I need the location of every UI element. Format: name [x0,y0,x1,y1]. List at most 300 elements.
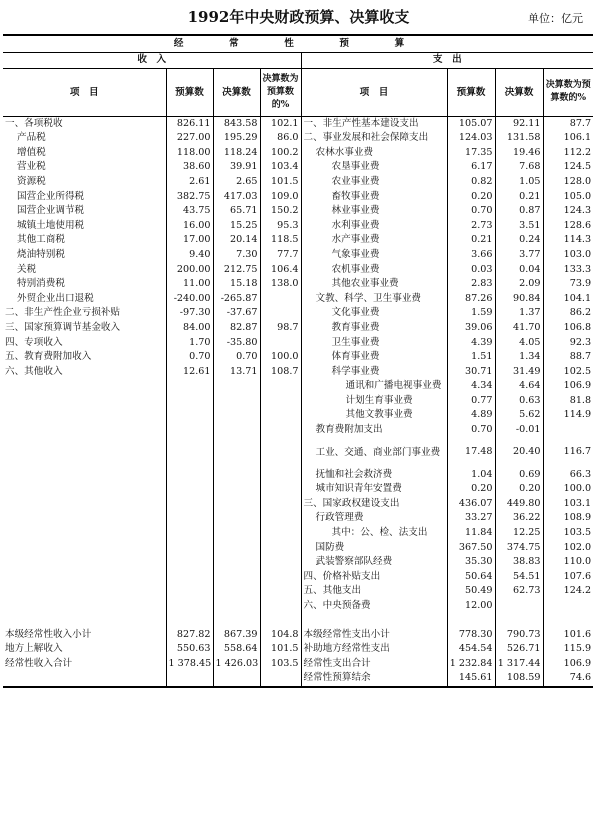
col-budget-expense: 预算数 [447,68,495,116]
total-ex-b-cell: 145.61 [447,671,495,687]
expense-item-name: 一、非生产性基本建设支出 [301,116,447,131]
spacer-cell [213,614,260,628]
expense-ratio-cell: 128.0 [543,175,593,190]
table-row [3,408,593,423]
income-item-name: 四、专项收入 [5,336,63,348]
expense-item-name: 农机事业费 [301,263,447,278]
income-actual-cell: 417.03 [213,190,260,205]
expense-budget-cell: 0.20 [447,190,495,205]
expense-item-name: 国防费 [301,541,447,556]
expense-ratio-cell: 103.5 [543,526,593,541]
table-row [3,438,593,468]
spacer-row [3,614,593,628]
expense-budget-cell: 124.03 [447,131,495,146]
col-ratio-income: 决算数为预算数的% [260,68,301,116]
income-empty-cell [213,570,260,585]
expense-item-name: 农林水事业费 [301,146,447,161]
table-row [3,306,593,321]
expense-budget-cell: 4.39 [447,336,495,351]
expense-budget-cell: 30.71 [447,365,495,380]
table-row [3,175,593,190]
expense-ratio-cell: 124.3 [543,204,593,219]
income-empty-cell [213,541,260,556]
expense-budget-cell: 33.27 [447,511,495,526]
expense-budget-cell: 1.59 [447,306,495,321]
income-empty-cell [166,526,213,541]
income-actual-cell: 843.58 [213,116,260,131]
spacer-cell [447,614,495,628]
income-ratio-cell: 138.0 [260,277,301,292]
expense-budget-cell: 35.30 [447,555,495,570]
total-in-b-cell [166,671,213,687]
expense-budget-cell: 0.70 [447,204,495,219]
spacer-cell [495,614,543,628]
income-empty-cell [3,555,166,570]
income-budget-cell: 1.70 [166,336,213,351]
spacer-cell [3,614,166,628]
total-ex-a-cell: 526.71 [495,642,543,657]
expense-ratio-cell: 102.5 [543,365,593,380]
income-ratio-cell: 106.4 [260,263,301,278]
income-ratio-cell: 77.7 [260,248,301,263]
expense-item-name: 城市知识青年安置费 [301,482,447,497]
expense-ratio-cell: 106.8 [543,321,593,336]
expense-actual-cell: 0.63 [495,394,543,409]
income-budget-cell: 200.00 [166,263,213,278]
expense-budget-cell: 2.73 [447,219,495,234]
income-empty-cell [213,497,260,512]
income-budget-cell: 43.75 [166,204,213,219]
expense-budget-cell: 17.35 [447,146,495,161]
total-in-name-cell: 地方上解收入 [5,643,63,655]
expense-actual-cell: 41.70 [495,321,543,336]
expense-ratio-cell: 88.7 [543,350,593,365]
expense-ratio-cell [543,423,593,438]
expense-item-name: 工业、交通、商业部门事业费 [301,438,447,468]
income-budget-cell: 84.00 [166,321,213,336]
income-item-name: 城镇土地使用税 [17,219,85,231]
table-row [3,526,593,541]
table-row [3,511,593,526]
expense-ratio-cell: 103.1 [543,497,593,512]
expense-ratio-cell: 104.1 [543,292,593,307]
table-row [3,292,593,307]
expense-actual-cell [495,599,543,614]
total-ex-name-cell: 经常性预算结余 [301,671,447,687]
income-item-name: 外贸企业出口退税 [17,292,94,304]
expense-actual-cell: 5.62 [495,408,543,423]
income-empty-cell [3,394,166,409]
income-empty-cell [3,541,166,556]
income-empty-cell [3,584,166,599]
expense-item-name: 三、国家政权建设支出 [301,497,447,512]
expense-item-name: 其他文教事业费 [301,408,447,423]
expense-ratio-cell: 86.2 [543,306,593,321]
col-actual-expense: 决算数 [495,68,543,116]
expense-actual-cell: 1.37 [495,306,543,321]
income-ratio-cell: 103.4 [260,160,301,175]
table-row [3,233,593,248]
income-actual-cell: -37.67 [213,306,260,321]
income-empty-cell [3,482,166,497]
expense-item-name: 农业事业费 [301,175,447,190]
expense-ratio-cell: 105.0 [543,190,593,205]
income-actual-cell: 118.24 [213,146,260,161]
expense-item-name: 卫生事业费 [301,336,447,351]
expense-budget-cell: 50.49 [447,584,495,599]
expense-ratio-cell: 81.8 [543,394,593,409]
expense-actual-cell: 0.21 [495,190,543,205]
expense-item-name: 五、其他支出 [301,584,447,599]
expense-ratio-cell: 66.3 [543,468,593,483]
total-ex-a-cell: 108.59 [495,671,543,687]
income-budget-cell: 118.00 [166,146,213,161]
expense-budget-cell: 2.83 [447,277,495,292]
expense-actual-cell: 0.04 [495,263,543,278]
income-budget-cell: -240.00 [166,292,213,307]
income-actual-cell: 2.65 [213,175,260,190]
expense-item-name: 其他农业事业费 [301,277,447,292]
total-ex-a-cell: 1 317.44 [495,657,543,672]
total-in-b-cell: 550.63 [166,642,213,657]
table-row [3,321,593,336]
income-ratio-cell: 98.7 [260,321,301,336]
expense-header: 支 出 [301,53,593,69]
expense-ratio-cell: 92.3 [543,336,593,351]
total-in-name-cell [3,671,166,687]
expense-actual-cell: 54.51 [495,570,543,585]
expense-item-name: 文教、科学、卫生事业费 [301,292,447,307]
unit-label: 单位：亿元 [528,12,583,25]
table-row [3,394,593,409]
income-empty-cell [213,468,260,483]
expense-item-name: 其中：公、检、法支出 [301,526,447,541]
expense-budget-cell: 6.17 [447,160,495,175]
total-in-r-cell: 104.8 [260,628,301,643]
expense-ratio-cell: 108.9 [543,511,593,526]
expense-ratio-cell: 116.7 [543,438,593,468]
income-empty-cell [213,599,260,614]
income-empty-cell [3,497,166,512]
income-empty-cell [213,394,260,409]
total-in-a-cell: 867.39 [213,628,260,643]
table-row [3,219,593,234]
expense-actual-cell: 90.84 [495,292,543,307]
income-empty-cell [3,408,166,423]
expense-ratio-cell [543,599,593,614]
table-row [3,248,593,263]
income-ratio-cell: 100.0 [260,350,301,365]
expense-item-name: 水产事业费 [301,233,447,248]
expense-ratio-cell: 106.9 [543,379,593,394]
expense-ratio-cell: 110.0 [543,555,593,570]
income-ratio-cell: 86.0 [260,131,301,146]
col-item-income: 项 目 [3,68,166,116]
income-empty-cell [260,570,301,585]
table-row [3,570,593,585]
expense-actual-cell: 36.22 [495,511,543,526]
income-item-name: 五、教育费附加收入 [5,351,92,363]
expense-actual-cell: 3.77 [495,248,543,263]
expense-item-name: 畜牧事业费 [301,190,447,205]
income-item-name: 资源税 [17,175,46,187]
expense-actual-cell: 19.46 [495,146,543,161]
total-in-b-cell: 827.82 [166,628,213,643]
table-row [3,131,593,146]
income-empty-cell [260,423,301,438]
income-actual-cell: -35.80 [213,336,260,351]
income-ratio-cell: 101.5 [260,175,301,190]
total-row [3,642,593,657]
expense-actual-cell: 7.68 [495,160,543,175]
total-in-a-cell: 1 426.03 [213,657,260,672]
income-empty-cell [213,482,260,497]
expense-item-name: 体育事业费 [301,350,447,365]
income-empty-cell [166,394,213,409]
income-item-name: 六、其他收入 [5,365,63,377]
table-row [3,468,593,483]
expense-budget-cell: 0.03 [447,263,495,278]
table-row [3,204,593,219]
total-in-r-cell: 103.5 [260,657,301,672]
expense-actual-cell: 2.09 [495,277,543,292]
income-actual-cell: 20.14 [213,233,260,248]
expense-item-name: 气象事业费 [301,248,447,263]
expense-budget-cell: 0.77 [447,394,495,409]
income-empty-cell [213,408,260,423]
income-item-name: 三、国家预算调节基金收入 [5,321,121,333]
expense-item-name: 水利事业费 [301,219,447,234]
income-empty-cell [166,379,213,394]
total-in-a-cell [213,671,260,687]
expense-budget-cell: 367.50 [447,541,495,556]
expense-item-name: 科学事业费 [301,365,447,380]
expense-item-name: 六、中央预备费 [301,599,447,614]
income-empty-cell [3,570,166,585]
income-empty-cell [166,497,213,512]
table-row [3,541,593,556]
income-empty-cell [166,482,213,497]
expense-ratio-cell: 124.5 [543,160,593,175]
total-ex-r-cell: 74.6 [543,671,593,687]
expense-ratio-cell: 128.6 [543,219,593,234]
expense-item-name: 教育费附加支出 [301,423,447,438]
expense-budget-cell: 50.64 [447,570,495,585]
expense-budget-cell: 0.21 [447,233,495,248]
income-actual-cell: 0.70 [213,350,260,365]
income-empty-cell [3,379,166,394]
table-row [3,555,593,570]
total-in-name-cell: 本级经常性收入小计 [5,628,92,640]
total-ex-b-cell: 778.30 [447,628,495,643]
total-in-name-cell: 经常性收入合计 [5,657,73,669]
income-empty-cell [166,423,213,438]
spacer-cell [260,614,301,628]
section-label: 经 常 性 预 算 [3,35,593,53]
table-row [3,482,593,497]
income-actual-cell: 39.91 [213,160,260,175]
expense-ratio-cell: 133.3 [543,263,593,278]
income-actual-cell: 7.30 [213,248,260,263]
expense-budget-cell: 39.06 [447,321,495,336]
expense-actual-cell: 0.69 [495,468,543,483]
page-title: 1992年中央财政预算、决算收支 [187,8,410,26]
income-budget-cell: 16.00 [166,219,213,234]
income-empty-cell [166,438,213,468]
income-empty-cell [166,408,213,423]
income-empty-cell [213,438,260,468]
col-budget-income: 预算数 [166,68,213,116]
income-empty-cell [260,555,301,570]
expense-item-name: 行政管理费 [301,511,447,526]
total-ex-r-cell: 101.6 [543,628,593,643]
expense-budget-cell: 0.70 [447,423,495,438]
income-empty-cell [166,584,213,599]
expense-ratio-cell: 106.1 [543,131,593,146]
income-actual-cell: 82.87 [213,321,260,336]
income-empty-cell [213,526,260,541]
table-row [3,277,593,292]
income-header: 收 入 [3,53,301,69]
income-budget-cell: 17.00 [166,233,213,248]
expense-actual-cell: 449.80 [495,497,543,512]
income-ratio-cell: 95.3 [260,219,301,234]
table-row [3,350,593,365]
table-row [3,423,593,438]
total-ex-name-cell: 本级经常性支出小计 [301,628,447,643]
table-row [3,365,593,380]
income-actual-cell: 212.75 [213,263,260,278]
total-in-r-cell [260,671,301,687]
income-item-name: 烧油特别税 [17,248,65,260]
expense-actual-cell: 20.40 [495,438,543,468]
total-row [3,671,593,687]
income-budget-cell: 38.60 [166,160,213,175]
income-ratio-cell: 102.1 [260,116,301,131]
income-ratio-cell [260,336,301,351]
expense-budget-cell: 11.84 [447,526,495,541]
expense-actual-cell: 131.58 [495,131,543,146]
expense-ratio-cell: 124.2 [543,584,593,599]
expense-budget-cell: 0.82 [447,175,495,190]
income-actual-cell: 65.71 [213,204,260,219]
expense-budget-cell: 4.89 [447,408,495,423]
total-row [3,628,593,643]
expense-budget-cell: 1.04 [447,468,495,483]
expense-actual-cell: -0.01 [495,423,543,438]
table-row [3,263,593,278]
income-empty-cell [260,394,301,409]
income-empty-cell [166,468,213,483]
table-row [3,379,593,394]
expense-budget-cell: 17.48 [447,438,495,468]
table-row [3,599,593,614]
expense-item-name: 林业事业费 [301,204,447,219]
income-ratio-cell: 150.2 [260,204,301,219]
expense-budget-cell: 436.07 [447,497,495,512]
income-empty-cell [260,599,301,614]
income-ratio-cell: 118.5 [260,233,301,248]
income-empty-cell [260,408,301,423]
income-empty-cell [260,468,301,483]
expense-actual-cell: 374.75 [495,541,543,556]
income-actual-cell: 15.25 [213,219,260,234]
expense-actual-cell: 0.20 [495,482,543,497]
expense-budget-cell: 87.26 [447,292,495,307]
expense-ratio-cell: 102.0 [543,541,593,556]
income-budget-cell: 382.75 [166,190,213,205]
income-item-name: 国营企业所得税 [17,190,85,202]
expense-budget-cell: 4.34 [447,379,495,394]
total-ex-name-cell: 补助地方经常性支出 [301,642,447,657]
income-budget-cell: 9.40 [166,248,213,263]
expense-actual-cell: 12.25 [495,526,543,541]
expense-budget-cell: 3.66 [447,248,495,263]
table-row [3,190,593,205]
income-budget-cell: -97.30 [166,306,213,321]
expense-budget-cell: 105.07 [447,116,495,131]
income-empty-cell [260,497,301,512]
income-empty-cell [3,468,166,483]
income-empty-cell [166,599,213,614]
income-item-name: 关税 [17,263,37,275]
expense-actual-cell: 31.49 [495,365,543,380]
expense-item-name: 文化事业费 [301,306,447,321]
income-item-name: 营业税 [17,161,46,173]
table-row [3,497,593,512]
expense-actual-cell: 0.87 [495,204,543,219]
expense-actual-cell: 0.24 [495,233,543,248]
income-budget-cell: 0.70 [166,350,213,365]
expense-actual-cell: 38.83 [495,555,543,570]
expense-actual-cell: 92.11 [495,116,543,131]
expense-actual-cell: 62.73 [495,584,543,599]
income-empty-cell [213,423,260,438]
income-empty-cell [166,570,213,585]
income-item-name: 特别消费税 [17,278,65,290]
col-actual-income: 决算数 [213,68,260,116]
income-empty-cell [3,599,166,614]
income-budget-cell: 12.61 [166,365,213,380]
income-ratio-cell [260,292,301,307]
total-in-b-cell: 1 378.45 [166,657,213,672]
income-empty-cell [260,541,301,556]
total-ex-b-cell: 454.54 [447,642,495,657]
budget-table [3,34,593,688]
income-empty-cell [260,584,301,599]
income-empty-cell [213,584,260,599]
expense-ratio-cell: 87.7 [543,116,593,131]
income-empty-cell [3,511,166,526]
table-row [3,160,593,175]
income-actual-cell: 13.71 [213,365,260,380]
total-ex-name-cell: 经常性支出合计 [301,657,447,672]
table-row [3,336,593,351]
income-ratio-cell: 100.2 [260,146,301,161]
expense-item-name: 教育事业费 [301,321,447,336]
income-actual-cell: 195.29 [213,131,260,146]
spacer-cell [166,614,213,628]
table-row [3,116,593,131]
income-empty-cell [260,438,301,468]
income-budget-cell: 826.11 [166,116,213,131]
income-item-name: 产品税 [17,132,46,144]
income-item-name: 国营企业调节税 [17,205,85,217]
expense-item-name: 二、事业发展和社会保障支出 [301,131,447,146]
expense-item-name: 计划生育事业费 [301,394,447,409]
income-empty-cell [166,555,213,570]
expense-budget-cell: 0.20 [447,482,495,497]
